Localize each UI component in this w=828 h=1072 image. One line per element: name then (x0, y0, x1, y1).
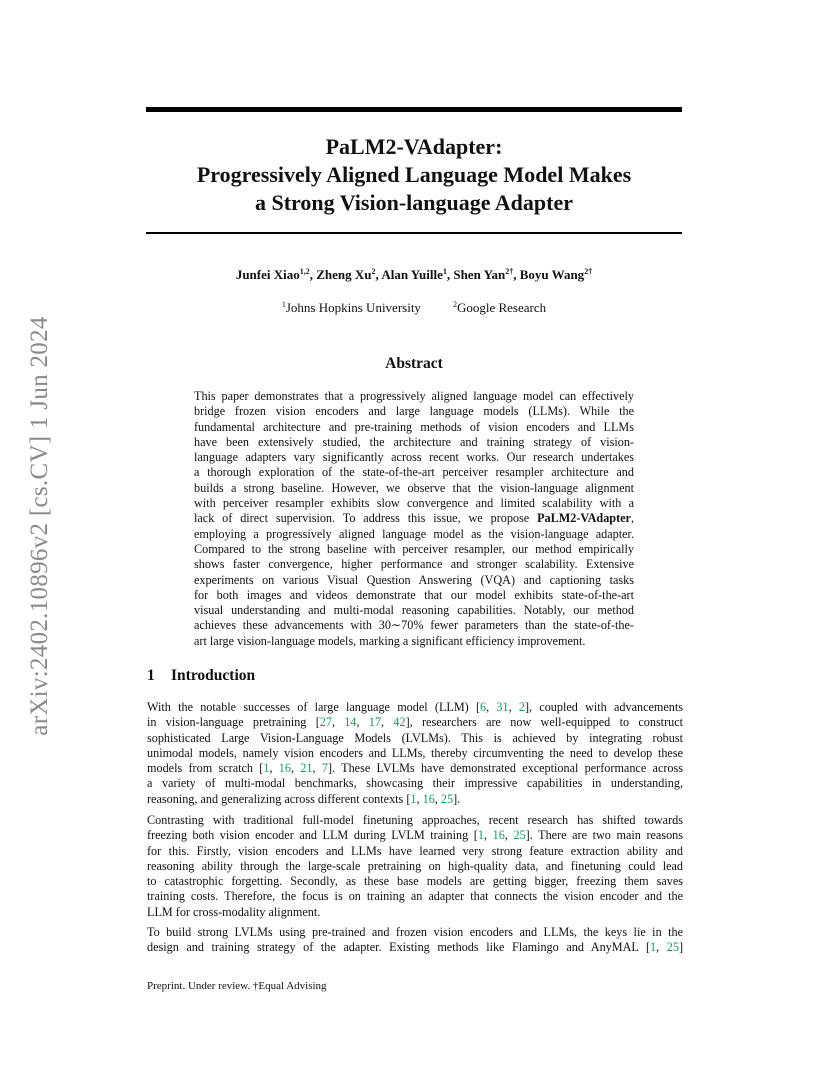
citation-link[interactable]: 1 (263, 761, 270, 776)
affiliation-list (146, 299, 682, 317)
intro-paragraph-2 (147, 813, 683, 920)
citation-link[interactable]: 17 (368, 715, 382, 730)
author-name: Zheng Xu (316, 267, 372, 282)
abstract-line: Compared to the strong baseline with perceiver resampler, our method empirically (194, 541, 634, 556)
abstract-line: for both images and videos demonstrate that our model exhibits state-of-the-art (194, 587, 634, 602)
citation-link[interactable]: 2 (518, 700, 525, 714)
paragraph-line: sophisticated Large Vision-Language Models (LVLMs). This is achieved by integrating robust (147, 730, 683, 745)
abstract-line: fundamental architecture and pre-training methods of vision encoders and LLMs (194, 419, 634, 434)
citation-link[interactable]: 1 (650, 940, 657, 955)
citation-link[interactable]: 27 (319, 715, 332, 730)
affiliation (282, 300, 421, 315)
author-affiliation-mark: 1,2 (299, 267, 310, 276)
citation-link[interactable]: 25 (513, 828, 526, 843)
arxiv-sidebar (20, 296, 60, 756)
intro-paragraph-1 (147, 700, 683, 807)
title-line-1: PaLM2-VAdapter: (325, 134, 503, 159)
abstract-line: builds a strong baseline. However, we observe that the vision-language alignment (194, 480, 634, 495)
abstract-line: a thorough exploration of the state-of-the-art perceiver resampler architecture and (194, 465, 634, 480)
paragraph-line: Contrasting with traditional full-model finetuning approaches, recent research has shifted towards (147, 813, 683, 827)
intro-paragraph-3 (147, 925, 683, 956)
section-heading-introduction (147, 666, 255, 686)
author-list: Junfei Xiao$^{1,2}$, Zheng Xu$^2$, Alan Yuille$^1$, Shen Yan$^{2\dagger}$, Boyu Wang$^{2\dagger}$ (235, 267, 593, 282)
title-line-3: a Strong Vision-language Adapter (254, 190, 574, 215)
author-name: Boyu Wang (519, 267, 585, 282)
author-affiliation-mark: 2† (505, 267, 514, 276)
affiliation-mark: 1 (281, 300, 286, 309)
citation-link[interactable]: 25 (440, 791, 454, 806)
citation-link[interactable]: 1 (477, 828, 484, 843)
method-name: PaLM2-VAdapter (537, 511, 631, 526)
abstract-line: have been extensively studied, the architecture and training strategy of vision- (194, 434, 634, 449)
affiliation (453, 300, 546, 315)
citation-link[interactable]: 14 (344, 715, 357, 730)
paragraph-line: in vision-language pretraining [27, 14, 17, 42], researchers are now well-equipped to construct (147, 715, 684, 730)
citation-link[interactable]: 31 (496, 700, 509, 714)
paragraph-line: design and training strategy of the adapter. Existing methods like Flamingo and AnyMAL [1, 25] (147, 940, 684, 955)
arxiv-identifier: arXiv:2402.10896v2 [cs.CV] 1 Jun 2024 (26, 316, 53, 736)
abstract-line: with perceiver resampler exhibits slow convergence and limited scalability with a (194, 496, 634, 511)
paragraph-line: freezing both vision encoder and LLM during LVLM training [1, 16, 25]. There are two main reasons (147, 828, 684, 843)
abstract-line: art large vision-language models, marking a significant efficiency improvement. (194, 633, 586, 648)
paragraph-line: To build strong LVLMs using pre-trained and frozen vision encoders and LLMs, the keys lie in the (147, 925, 683, 939)
paragraph-line: unimodal models, namely vision encoders and LLMs, thereby circumventing the need to develop these (147, 745, 683, 760)
affiliation-name: Johns Hopkins University (285, 300, 421, 315)
citation-link[interactable]: 42 (393, 715, 406, 730)
abstract-line: achieves these advancements with 30∼70% fewer parameters than the state-of-the- (194, 618, 634, 633)
abstract-line: language adapters vary significantly across recent works. Our research undertakes (194, 450, 634, 465)
paragraph-line: LLM for cross-modality alignment. (147, 904, 321, 919)
citation-link[interactable]: 21 (300, 761, 313, 776)
title-line-2: Progressively Aligned Language Model Makes (196, 162, 632, 187)
paragraph-line: to catastrophic forgetting. Secondly, as these base models are getting bigger, freezing them saves (147, 874, 683, 889)
title-top-rule (146, 107, 682, 112)
author-affiliation-mark: 2† (584, 267, 593, 276)
author-affiliation-mark: 1 (442, 267, 447, 276)
abstract-line: This paper demonstrates that a progressively aligned language model can effectively (194, 389, 634, 403)
affiliation-mark: 2 (452, 300, 457, 309)
abstract-body (194, 389, 634, 649)
abstract-line: visual understanding and multi-modal reasoning capabilities. Notably, our method (194, 603, 634, 618)
paper-title (146, 133, 682, 217)
abstract-heading: Abstract (385, 355, 443, 372)
citation-link[interactable]: 16 (278, 761, 291, 776)
author-name: Shen Yan (453, 267, 506, 282)
author-name: Alan Yuille (381, 267, 443, 282)
title-bottom-rule (146, 232, 682, 234)
author-affiliation-mark: 2 (371, 267, 376, 276)
abstract-line: employing a progressively aligned language model as the vision-language adapter. (194, 526, 634, 541)
paragraph-line: models from scratch [1, 16, 21, 7]. These LVLMs have demonstrated exceptional performance across (147, 761, 684, 776)
paragraph-line: a variety of multi-modal benchmarks, showcasing their impressive capabilities in understanding, (147, 776, 683, 791)
footnote: Preprint. Under review. †Equal Advising (147, 980, 327, 992)
section-number: 1 (147, 667, 155, 684)
section-title: Introduction (171, 667, 256, 684)
paragraph-line: training costs. Therefore, the focus is on training an adapter that connects the vision encoder and the (147, 889, 683, 904)
affiliation-name: Google Research (456, 300, 547, 315)
abstract-line: lack of direct supervision. To address this issue, we propose PaLM2-VAdapter, (194, 511, 634, 526)
paragraph-line: for this. Firstly, vision encoders and LLMs have learned very strong feature extraction ability and (147, 843, 683, 858)
paragraph-line: reasoning, and generalizing across different contexts [1, 16, 25]. (147, 791, 461, 806)
abstract-line: experiments on various Visual Question Answering (VQA) and captioning tasks (194, 572, 634, 587)
abstract-line: bridge frozen vision encoders and large language models (LLMs). While the (194, 404, 634, 419)
paragraph-line: reasoning ability through the large-scale pretraining on high-quality data, and finetuning could lead (147, 858, 683, 873)
author-name: Junfei Xiao (235, 267, 300, 282)
paragraph-line: With the notable successes of large language model (LLM) [6, 31, 2], coupled with advancements (147, 700, 684, 714)
abstract-line: shows faster convergence, higher performance and stronger scalability. Extensive (194, 557, 634, 572)
citation-link[interactable]: 16 (492, 828, 505, 843)
citation-link[interactable]: 25 (666, 940, 679, 955)
citation-link[interactable]: 7 (321, 761, 328, 776)
citation-link[interactable]: 1 (410, 791, 417, 806)
citation-link[interactable]: 16 (422, 791, 435, 806)
citation-link[interactable]: 6 (480, 700, 487, 714)
